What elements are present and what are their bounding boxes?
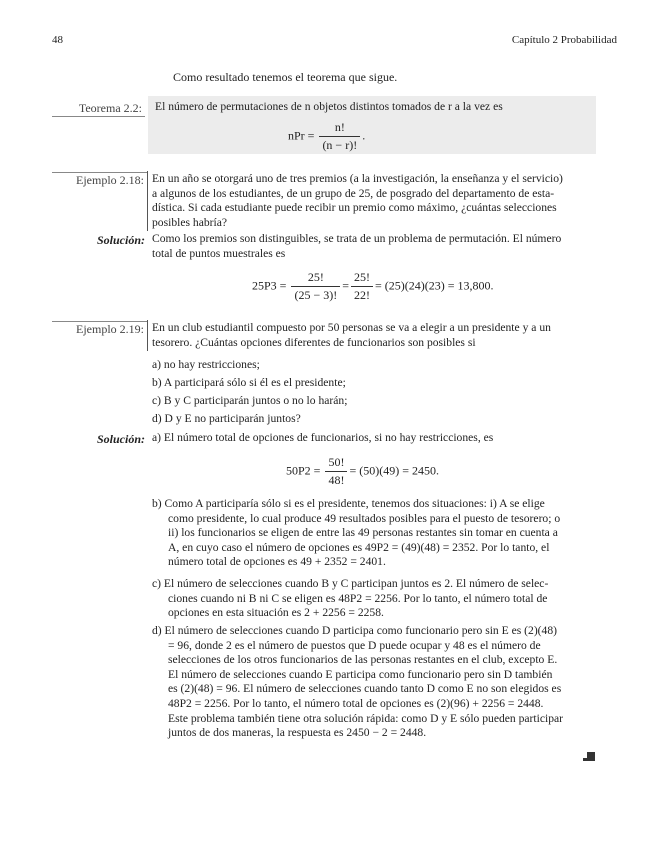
end-of-proof-icon	[583, 752, 595, 761]
formula-lhs: nPr =	[288, 128, 315, 143]
example19-item-d: d) D y E no participarán juntos?	[152, 412, 301, 425]
running-header-chapter: Capítulo 2 Probabilidad	[511, 34, 617, 46]
page-number: 48	[52, 34, 63, 46]
example19-bar	[147, 320, 148, 351]
example19-label: Ejemplo 2.19:	[76, 322, 144, 336]
theorem-label: Teorema 2.2:	[78, 101, 142, 115]
solution-a: a) El número total de opciones de funcionarios, si no hay restricciones, es	[152, 431, 494, 444]
example18-label: Ejemplo 2.18:	[76, 173, 144, 187]
example18-solution: Como los premios son distinguibles, se trata de un problema de permutación. El número total de puntos muestrales es	[152, 232, 562, 260]
example18-solution-label: Solución:	[96, 233, 145, 247]
example19-solution-label: Solución:	[96, 432, 145, 446]
theorem-underline	[52, 116, 145, 117]
example18-equation: 25P3 = $\frac{25!}{(25 - 3)!}$ = $\frac{25!}{22!}$ = (25)(24)(23) = 13,800.	[252, 270, 494, 302]
example19-item-b: b) A participará sólo si él es el presidente;	[152, 376, 346, 389]
example19-equation: 50P2 = $\frac{50!}{48!}$ = (50)(49) = 2450.	[286, 455, 439, 487]
solution-d: d) El número de selecciones cuando D participa como funcionario pero sin E es (2)(48) = 96, donde 2 es el número de puestos que D puede ocupar y 48 es el número de selecciones de los otros funcionarios de las personas restantes en el club, excepto E. El número de selecciones cuando E participa como funcionario pero sin D también es (2)(48) = 96. El número de selecciones cuando tanto D como E no son elegidos es 48P2 = 2256. Por lo tanto, el número total de opciones es (2)(96) + 2256 = 2448. Este problema también tiene otra solución rápida: como D y E sólo pueden participar juntos de dos maneras, la respuesta es 2450 − 2 = 2448.	[152, 624, 564, 740]
theorem-formula: nPr = $\frac{n!}{(n - r)!}$ .	[288, 120, 366, 152]
example19-item-c: c) B y C participarán juntos o no lo harán;	[152, 394, 348, 407]
theorem-text: El número de permutaciones de n objetos distintos tomados de r a la vez es	[155, 100, 503, 113]
formula-fraction: $\frac{n!}{(n - r)!}$	[319, 120, 360, 153]
example18-bar	[147, 171, 148, 231]
example18-statement: En un año se otorgará uno de tres premios (a la investigación, la enseñanza y el servicio) a algunos de los estudiantes, de un grupo de 25, de posgrado del departamento de esta- dística. Si cada estudiante puede recibir un premio como máximo, ¿cuántas selecciones posibles habría?	[152, 172, 563, 229]
intro-sentence: Como resultado tenemos el teorema que sigue.	[173, 70, 398, 84]
solution-c: c) El número de selecciones cuando B y C participan juntos es 2. El número de selec- ciones cuando ni B ni C se eligen es 48P2 = 2256. Por lo tanto, el número total de opciones en esta situación es 2 + 2256 = 2258.	[152, 577, 549, 620]
solution-b: b) Como A participaría sólo si es el presidente, tenemos dos situaciones: i) A se elige como presidente, lo cual produce 49 resultados posibles para el puesto de tesorero; o ii) los funcionarios se eligen de entre las 49 personas restantes sin tomar en cuenta a A, en cuyo caso el número de opciones es 49P2 = (49)(48) = 2352. Por lo tanto, el número total de opciones es 49 + 2352 = 2401.	[152, 497, 561, 569]
example19-statement: En un club estudiantil compuesto por 50 personas se va a elegir a un presidente y a un tesorero. ¿Cuántas opciones diferentes de funcionarios son posibles si	[152, 321, 551, 349]
example19-item-a: a) no hay restricciones;	[152, 358, 260, 371]
